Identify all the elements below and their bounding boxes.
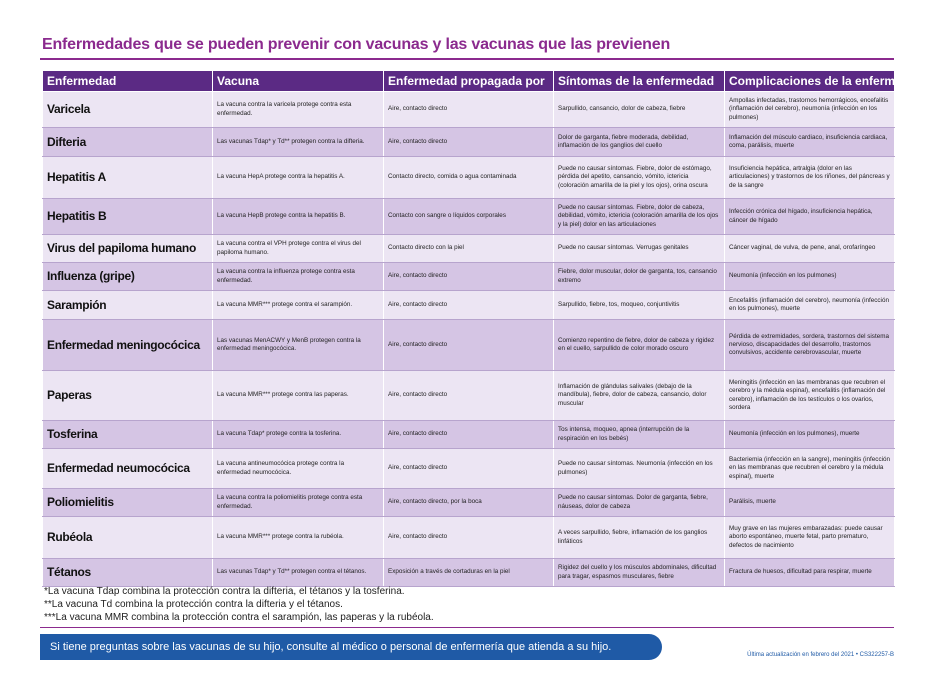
complications-cell: Encefalitis (inflamación del cerebro), neumonía (infección en los pulmones), muerte — [725, 291, 895, 320]
spread-cell: Aire, contacto directo — [384, 449, 554, 489]
spread-cell: Exposición a través de cortaduras en la piel — [384, 559, 554, 587]
spread-cell: Aire, contacto directo — [384, 263, 554, 291]
disease-cell: Hepatitis A — [43, 157, 213, 199]
header-spread: Enfermedad propagada por — [384, 71, 554, 92]
vaccine-cell: La vacuna MMR*** protege contra las paperas. — [213, 371, 384, 421]
footer-divider — [40, 627, 894, 628]
vaccine-cell: La vacuna contra la varicela protege contra esta enfermedad. — [213, 92, 384, 128]
vaccine-cell: La vacuna HepA protege contra la hepatitis A. — [213, 157, 384, 199]
disease-cell: Rubéola — [43, 517, 213, 559]
disease-cell: Enfermedad neumocócica — [43, 449, 213, 489]
footnote-tdap: *La vacuna Tdap combina la protección contra la difteria, el tétanos y la tosferina. — [44, 586, 405, 597]
vaccine-cell: La vacuna MMR*** protege contra la rubéola. — [213, 517, 384, 559]
spread-cell: Contacto directo con la piel — [384, 235, 554, 263]
complications-cell: Parálisis, muerte — [725, 489, 895, 517]
spread-cell: Aire, contacto directo — [384, 291, 554, 320]
vaccine-cell: La vacuna HepB protege contra la hepatitis B. — [213, 199, 384, 235]
disease-cell: Influenza (gripe) — [43, 263, 213, 291]
questions-banner: Si tiene preguntas sobre las vacunas de su hijo, consulte al médico o personal de enfermería que atienda a su hijo. — [40, 634, 662, 660]
table-row — [43, 449, 895, 489]
header-disease: Enfermedad — [43, 71, 213, 92]
table-row — [43, 559, 895, 587]
symptoms-cell: Rigidez del cuello y los músculos abdominales, dificultad para tragar, espasmos musculares, fiebre — [554, 559, 725, 587]
footnote-mmr: ***La vacuna MMR combina la protección contra el sarampión, las paperas y la rubéola. — [44, 612, 434, 623]
complications-cell: Meningitis (infección en las membranas que recubren el cerebro y la médula espinal), encefalitis (inflamación del cerebro), inflamación de los testículos o los ovarios, sordera — [725, 371, 895, 421]
vaccine-cell: La vacuna contra la poliomielitis protege contra esta enfermedad. — [213, 489, 384, 517]
last-updated-text: Última actualización en febrero del 2021 • CS322257-B — [747, 652, 894, 658]
table-row — [43, 489, 895, 517]
vaccine-cell: La vacuna antineumocócica protege contra la enfermedad neumocócica. — [213, 449, 384, 489]
footnote-td: **La vacuna Td combina la protección contra la difteria y el tétanos. — [44, 599, 343, 610]
vaccine-table — [42, 70, 924, 587]
complications-cell: Bacteriemia (infección en la sangre), meningitis (infección en las membranas que recubren el cerebro y la médula espinal), muerte — [725, 449, 895, 489]
complications-cell: Inflamación del músculo cardiaco, insuficiencia cardiaca, coma, parálisis, muerte — [725, 128, 895, 157]
vaccine-cell: La vacuna contra el VPH protege contra el virus del papiloma humano. — [213, 235, 384, 263]
table-row — [43, 199, 895, 235]
header-complications: Complicaciones de la enfermedad — [725, 71, 895, 92]
header-vaccine: Vacuna — [213, 71, 384, 92]
title-divider — [40, 58, 894, 60]
vaccine-cell: Las vacunas Tdap* y Td** protegen contra el tétanos. — [213, 559, 384, 587]
spread-cell: Aire, contacto directo — [384, 92, 554, 128]
complications-cell: Fractura de huesos, dificultad para respirar, muerte — [725, 559, 895, 587]
table-row — [43, 263, 895, 291]
table-row — [43, 517, 895, 559]
complications-cell: Muy grave en las mujeres embarazadas: puede causar aborto espontáneo, muerte fetal, parto prematuro, defectos de nacimiento — [725, 517, 895, 559]
symptoms-cell: Puede no causar síntomas. Verrugas genitales — [554, 235, 725, 263]
complications-cell: Insuficiencia hepática, artralgia (dolor en las articulaciones) y trastornos de los riñones, del páncreas y de la sangre — [725, 157, 895, 199]
page-title: Enfermedades que se pueden prevenir con vacunas y las vacunas que las previenen — [42, 36, 671, 53]
disease-cell: Hepatitis B — [43, 199, 213, 235]
spread-cell: Aire, contacto directo — [384, 517, 554, 559]
vaccine-cell: Las vacunas Tdap* y Td** protegen contra la difteria. — [213, 128, 384, 157]
complications-cell: Neumonía (infección en los pulmones), muerte — [725, 421, 895, 449]
symptoms-cell: Puede no causar síntomas. Dolor de garganta, fiebre, náuseas, dolor de cabeza — [554, 489, 725, 517]
symptoms-cell: Sarpullido, cansancio, dolor de cabeza, fiebre — [554, 92, 725, 128]
spread-cell: Contacto con sangre o líquidos corporales — [384, 199, 554, 235]
spread-cell: Contacto directo, comida o agua contaminada — [384, 157, 554, 199]
complications-cell: Infección crónica del hígado, insuficiencia hepática, cáncer de hígado — [725, 199, 895, 235]
symptoms-cell: Fiebre, dolor muscular, dolor de garganta, tos, cansancio extremo — [554, 263, 725, 291]
complications-cell: Cáncer vaginal, de vulva, de pene, anal, orofaríngeo — [725, 235, 895, 263]
disease-cell: Sarampión — [43, 291, 213, 320]
disease-cell: Tosferina — [43, 421, 213, 449]
table-row — [43, 371, 895, 421]
vaccine-cell: La vacuna MMR*** protege contra el sarampión. — [213, 291, 384, 320]
symptoms-cell: Comienzo repentino de fiebre, dolor de cabeza y rigidez en el cuello, sarpullido de color morado oscuro — [554, 320, 725, 371]
disease-cell: Tétanos — [43, 559, 213, 587]
spread-cell: Aire, contacto directo — [384, 320, 554, 371]
disease-cell: Varicela — [43, 92, 213, 128]
symptoms-cell: A veces sarpullido, fiebre, inflamación de los ganglios linfáticos — [554, 517, 725, 559]
table-row — [43, 421, 895, 449]
vaccine-cell: Las vacunas MenACWY y MenB protegen contra la enfermedad meningocócica. — [213, 320, 384, 371]
disease-cell: Paperas — [43, 371, 213, 421]
header-symptoms: Síntomas de la enfermedad — [554, 71, 725, 92]
table-row — [43, 320, 895, 371]
complications-cell: Ampollas infectadas, trastornos hemorrágicos, encefalitis (inflamación del cerebro), neumonía (infección en los pulmones) — [725, 92, 895, 128]
symptoms-cell: Inflamación de glándulas salivales (debajo de la mandíbula), fiebre, dolor de cabeza, cansancio, dolor muscular — [554, 371, 725, 421]
spread-cell: Aire, contacto directo — [384, 421, 554, 449]
table-header-row — [43, 71, 895, 92]
symptoms-cell: Tos intensa, moqueo, apnea (interrupción de la respiración en los bebés) — [554, 421, 725, 449]
disease-cell: Poliomielitis — [43, 489, 213, 517]
footnotes — [44, 585, 434, 624]
vaccine-cell: La vacuna contra la influenza protege contra esta enfermedad. — [213, 263, 384, 291]
symptoms-cell: Puede no causar síntomas. Fiebre, dolor de estómago, pérdida del apetito, cansancio, vómito, ictericia (coloración amarilla de la piel y los ojos), orina oscura — [554, 157, 725, 199]
disease-cell: Virus del papiloma humano — [43, 235, 213, 263]
table-row — [43, 92, 895, 128]
complications-cell: Neumonía (infección en los pulmones) — [725, 263, 895, 291]
disease-cell: Enfermedad meningocócica — [43, 320, 213, 371]
spread-cell: Aire, contacto directo, por la boca — [384, 489, 554, 517]
vaccine-cell: La vacuna Tdap* protege contra la tosferina. — [213, 421, 384, 449]
disease-cell: Difteria — [43, 128, 213, 157]
spread-cell: Aire, contacto directo — [384, 128, 554, 157]
symptoms-cell: Sarpullido, fiebre, tos, moqueo, conjuntivitis — [554, 291, 725, 320]
spread-cell: Aire, contacto directo — [384, 371, 554, 421]
symptoms-cell: Puede no causar síntomas. Fiebre, dolor de cabeza, debilidad, vómito, ictericia (coloración amarilla de los ojos y la piel) dolor en las articulaciones — [554, 199, 725, 235]
table-row — [43, 235, 895, 263]
symptoms-cell: Dolor de garganta, fiebre moderada, debilidad, inflamación de los ganglios del cuello — [554, 128, 725, 157]
table-row — [43, 128, 895, 157]
complications-cell: Pérdida de extremidades, sordera, trastornos del sistema nervioso, discapacidades del desarrollo, trastornos convulsivos, accidente cerebrovascular, muerte — [725, 320, 895, 371]
table-row — [43, 291, 895, 320]
symptoms-cell: Puede no causar síntomas. Neumonía (infección en los pulmones) — [554, 449, 725, 489]
table-row — [43, 157, 895, 199]
